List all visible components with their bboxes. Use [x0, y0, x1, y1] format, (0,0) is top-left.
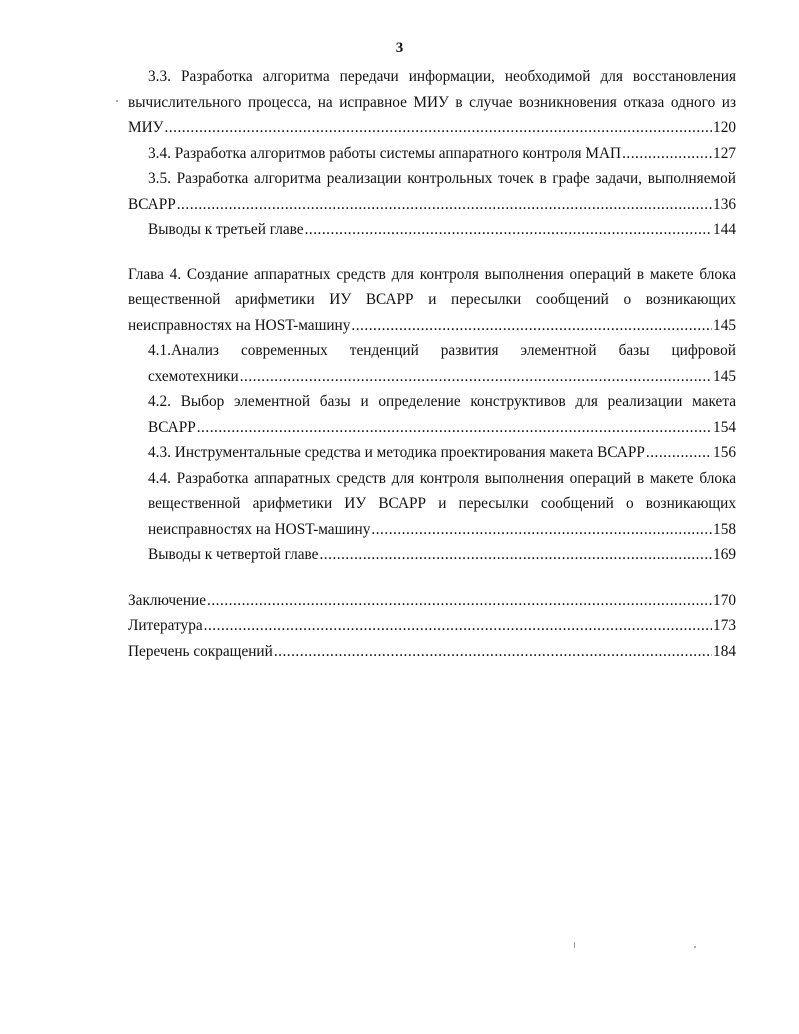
dot-leader — [177, 192, 712, 218]
toc-entry-line: вещественной арифметики ИУ ВСАРР и пересылки сообщений о возникающих — [128, 291, 736, 308]
toc-entry-ch3-conclusions[interactable] — [148, 217, 736, 243]
dot-leader — [197, 415, 712, 441]
toc-page-number: 154 — [713, 418, 736, 436]
toc-page-number: 127 — [713, 144, 736, 162]
toc-page-number: 120 — [713, 119, 736, 136]
toc-entry-title: Литература — [128, 617, 203, 634]
toc-page-number: 136 — [713, 195, 736, 213]
scan-speck — [116, 100, 118, 102]
dot-leader — [207, 588, 712, 614]
toc-entry-title: Выводы к четвертой главе — [148, 546, 319, 563]
toc-entry-line: 3.5. Разработка алгоритма реализации контрольных точек в графе задачи, выполняемой — [148, 170, 736, 187]
toc-entry-leader-line — [148, 542, 736, 568]
toc-entry-abbreviations[interactable] — [128, 639, 736, 665]
toc-entry-title: 4.3. Инструментальные средства и методика проектирования макета ВСАРР — [148, 444, 645, 461]
chapter4-section-list — [128, 338, 736, 568]
dot-leader — [646, 440, 712, 466]
toc-page-number: 156 — [713, 444, 736, 461]
dot-leader — [371, 517, 712, 543]
dot-leader — [305, 217, 712, 243]
toc-entry-chapter4[interactable] — [128, 262, 736, 339]
toc-entry-title: 3.4. Разработка алгоритмов работы системы аппаратного контроля МАП — [148, 144, 622, 162]
toc-entry-line: 3.3. Разработка алгоритма передачи информации, необходимой для восстановления — [148, 68, 736, 85]
dot-leader — [204, 613, 712, 639]
toc-entry-literature[interactable] — [128, 613, 736, 639]
toc-page-number: 145 — [713, 316, 736, 334]
toc-entry-conclusion[interactable] — [128, 588, 736, 614]
toc-entry-title: МИУ — [128, 119, 164, 136]
dot-leader — [351, 313, 712, 339]
dot-leader — [240, 364, 712, 390]
dot-leader — [274, 639, 712, 665]
dot-leader — [319, 542, 712, 568]
toc-entry-ch4-conclusions[interactable] — [148, 542, 736, 568]
toc-entry-leader-line — [128, 313, 736, 339]
toc-entry-4-2[interactable] — [148, 389, 736, 440]
spacer — [128, 568, 736, 588]
toc-entry-leader-line — [148, 440, 736, 466]
toc-entry-title: ВСАРР — [128, 195, 176, 213]
toc-entry-title: ВСАРР — [148, 418, 196, 436]
toc-entry-leader-line — [148, 415, 736, 441]
dot-leader — [164, 115, 712, 141]
table-of-contents — [128, 64, 736, 664]
toc-entry-title: неисправностях на HOST-машину — [148, 520, 371, 538]
toc-entry-leader-line — [128, 588, 736, 614]
toc-entry-4-4[interactable] — [148, 466, 736, 543]
toc-entry-3-3[interactable] — [128, 64, 736, 141]
toc-page-number: 145 — [713, 367, 736, 385]
toc-entry-leader-line — [148, 141, 736, 167]
toc-entry-leader-line — [128, 639, 736, 665]
toc-page-number: 173 — [713, 617, 736, 634]
toc-entry-line: вещественной арифметики ИУ ВСАРР и пересылки сообщений о возникающих — [148, 495, 736, 512]
toc-entry-leader-line — [148, 364, 736, 390]
toc-entry-title: Заключение — [128, 591, 207, 609]
toc-entry-line: вычислительного процесса, на исправное МИУ в случае возникновения отказа одного из — [128, 93, 736, 111]
toc-page-number: 184 — [713, 642, 736, 660]
toc-entry-line: 4.2. Выбор элементной базы и определение конструктивов для реализации макета — [148, 393, 736, 410]
toc-entry-title: неисправностях на HOST-машину — [128, 316, 351, 334]
spacer — [128, 243, 736, 262]
chapter3-section-list — [128, 64, 736, 243]
toc-entry-line: 4.4. Разработка аппаратных средств для контроля выполнения операций в макете блока — [148, 469, 736, 487]
toc-entry-leader-line — [128, 192, 736, 218]
toc-entry-title: Выводы к третьей главе — [148, 221, 304, 238]
toc-entry-4-3[interactable] — [148, 440, 736, 466]
toc-page-number: 169 — [713, 546, 736, 563]
page-number: 3 — [395, 40, 404, 56]
dot-leader — [622, 141, 712, 167]
toc-entry-3-5[interactable] — [128, 166, 736, 217]
scan-speck — [574, 942, 575, 948]
toc-page-number: 144 — [713, 221, 736, 238]
toc-entry-title: схемотехники — [148, 367, 239, 385]
toc-entry-line: 4.1.Анализ современных тенденций развития элементной базы цифровой — [148, 342, 736, 359]
toc-entry-leader-line — [148, 517, 736, 543]
toc-entry-leader-line — [148, 217, 736, 243]
toc-entry-leader-line — [128, 115, 736, 141]
toc-page-number: 170 — [713, 591, 736, 609]
toc-entry-line: Глава 4. Создание аппаратных средств для контроля выполнения операций в макете блока — [128, 265, 736, 283]
scan-speck — [694, 946, 696, 948]
toc-entry-4-1[interactable] — [148, 338, 736, 389]
toc-entry-title: Перечень сокращений — [128, 642, 273, 660]
toc-entry-3-4[interactable] — [148, 141, 736, 167]
toc-page-number: 158 — [713, 520, 736, 538]
toc-entry-leader-line — [128, 613, 736, 639]
